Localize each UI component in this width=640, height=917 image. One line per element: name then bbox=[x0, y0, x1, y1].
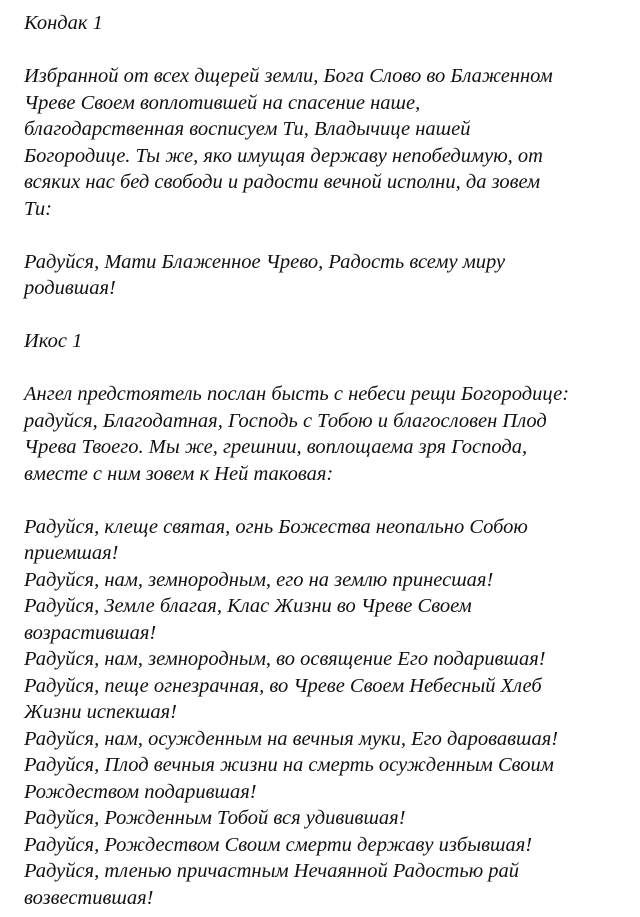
ikos-paragraph bbox=[24, 381, 624, 487]
text-line: Чрева Твоего. Мы же, грешнии, воплощаема зря Господа, bbox=[24, 436, 528, 458]
greeting-line: Радуйся, Плод вечныя жизни на смерть осужденным Своим bbox=[24, 754, 554, 776]
text-line: Ангел предстоятель послан бысть с небеси рещи Богородице: bbox=[24, 383, 570, 405]
blank-line bbox=[24, 37, 624, 64]
text-line: вместе с ним зовем к Ней таковая: bbox=[24, 462, 334, 485]
blank-line bbox=[24, 355, 624, 382]
greeting-line: Радуйся, Рожденным Тобой вся удивившая! bbox=[24, 807, 406, 829]
kondak-paragraph bbox=[24, 63, 624, 222]
akathist-page bbox=[24, 10, 624, 911]
kondak-refrain bbox=[24, 249, 624, 302]
text-line: всяких нас бед свободи и радости вечной исполни, да зовем bbox=[24, 171, 541, 193]
greeting-line: Радуйся, нам, осужденным на вечныя муки, Его даровавшая! bbox=[24, 727, 559, 750]
text-line: Ти: bbox=[24, 197, 52, 220]
text-line: Радуйся, Мати Блаженное Чрево, Радость всему миру bbox=[24, 250, 506, 273]
greeting-line: Рождеством подарившая! bbox=[24, 780, 257, 803]
ikos-heading: Икос 1 bbox=[24, 330, 83, 352]
blank-line bbox=[24, 222, 624, 249]
greeting-line: Жизни испекшая! bbox=[24, 701, 177, 723]
blank-line bbox=[24, 487, 624, 514]
greeting-line: Радуйся, тленью причастным Нечаянной Радостью рай bbox=[24, 860, 520, 882]
text-line: Чреве Своем воплотившей на спасение наше, bbox=[24, 91, 421, 114]
greeting-line: Радуйся, клеще святая, огнь Божества неопально Собою bbox=[24, 515, 528, 538]
text-line: благодарственная восписуем Ти, Владычице нашей bbox=[24, 118, 471, 140]
greeting-line: возрастившая! bbox=[24, 621, 157, 644]
greeting-line: Радуйся, нам, земнородным, во освящение Его подарившая! bbox=[24, 648, 546, 670]
greeting-line: Радуйся, нам, земнородным, его на землю принесшая! bbox=[24, 568, 494, 591]
text-line: родившая! bbox=[24, 277, 116, 299]
greeting-line: приемшая! bbox=[24, 542, 119, 564]
greeting-line: Радуйся, Рождеством Своим смерти державу избывшая! bbox=[24, 833, 533, 856]
blank-line bbox=[24, 302, 624, 329]
greeting-line: Радуйся, пеще огнезрачная, во Чреве Своем Небесный Хлеб bbox=[24, 674, 542, 697]
text-line: Избранной от всех дщерей земли, Бога Слово во Блаженном bbox=[24, 65, 553, 87]
kondak-heading: Кондак 1 bbox=[24, 12, 103, 34]
text-line: радуйся, Благодатная, Господь с Тобою и благословен Плод bbox=[24, 409, 547, 432]
ikos-greetings bbox=[24, 514, 624, 912]
text-line: Богородице. Ты же, яко имущая державу непобедимую, от bbox=[24, 144, 543, 167]
greeting-line: возвестившая! bbox=[24, 886, 154, 909]
greeting-line: Радуйся, Земле благая, Клас Жизни во Чреве Своем bbox=[24, 595, 472, 617]
